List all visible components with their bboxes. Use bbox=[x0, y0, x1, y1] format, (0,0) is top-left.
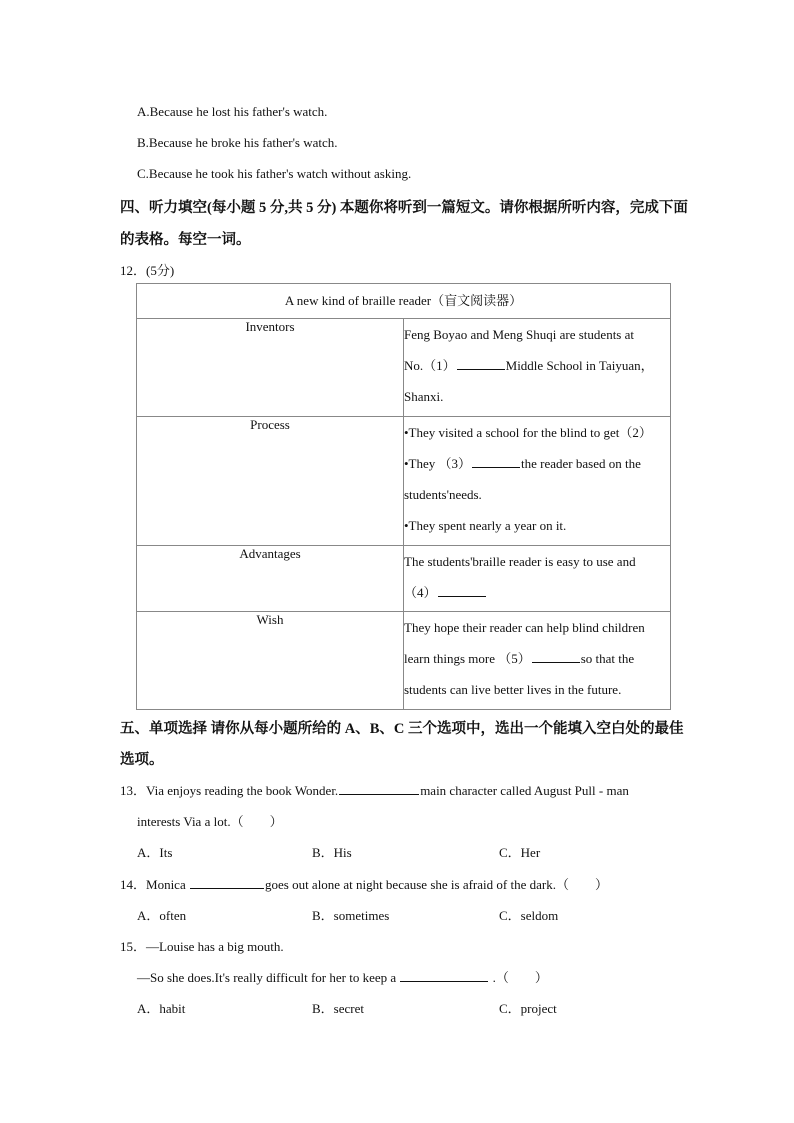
q14-option-c[interactable]: C．seldom bbox=[499, 908, 559, 923]
section5-heading-line1: 五、单项选择 请你从每小题所给的 A、B、C 三个选项中，选出一个能填入空白处的最佳 bbox=[120, 721, 684, 737]
q14-option-a[interactable]: A．often bbox=[137, 908, 187, 923]
q11-option-a: A.Because he lost his father's watch. bbox=[137, 104, 328, 119]
advantages-line2 bbox=[404, 577, 670, 608]
table-row bbox=[137, 612, 671, 710]
q13-line1 bbox=[120, 780, 629, 799]
inventors-line2 bbox=[404, 350, 670, 381]
q13-number: 13． bbox=[120, 783, 147, 798]
wish-blank-number: learn things more （5） bbox=[404, 651, 531, 666]
process-line2-rest: the reader based on the bbox=[521, 456, 641, 471]
blank-1[interactable] bbox=[457, 357, 505, 370]
braille-reader-table bbox=[136, 283, 671, 710]
row-label-wish: Wish bbox=[137, 612, 404, 710]
wish-line3: students can live better lives in the future. bbox=[404, 682, 622, 697]
q13-text-a: Via enjoys reading the book Wonder. bbox=[146, 783, 339, 798]
q15-blank[interactable] bbox=[400, 969, 488, 982]
inventors-line3: Shanxi. bbox=[404, 389, 444, 404]
row-label-process: Process bbox=[137, 417, 404, 546]
table-caption: A new kind of braille reader（盲文阅读器） bbox=[137, 284, 671, 319]
q15-option-b[interactable]: B．secret bbox=[312, 1001, 364, 1016]
table-caption-row bbox=[137, 284, 671, 319]
blank-4[interactable] bbox=[438, 584, 486, 597]
table-row bbox=[137, 546, 671, 612]
q14-text-b: goes out alone at night because she is afraid of the dark.（ ） bbox=[264, 877, 608, 892]
row-label-advantages: Advantages bbox=[137, 546, 404, 612]
wish-line2 bbox=[404, 643, 670, 674]
q13-text-b: main character called August Pull - man bbox=[420, 783, 629, 798]
process-line1 bbox=[404, 417, 670, 448]
q14-text-a: Monica bbox=[146, 877, 186, 892]
row-label-inventors: Inventors bbox=[137, 319, 404, 417]
row-content-process bbox=[404, 417, 671, 546]
q15-number: 15． bbox=[120, 939, 147, 954]
process-line1-text: •They visited a school for the blind to get（2） bbox=[404, 425, 652, 440]
q12-number: 12．(5分) bbox=[120, 263, 175, 278]
q13-option-c[interactable]: C．Her bbox=[499, 845, 541, 860]
q11-option-b: B.Because he broke his father's watch. bbox=[137, 135, 338, 150]
q14-line1 bbox=[120, 874, 608, 893]
q14-number: 14． bbox=[120, 877, 147, 892]
table-row bbox=[137, 417, 671, 546]
row-content-advantages bbox=[404, 546, 671, 612]
advantages-line1: The students'braille reader is easy to use and bbox=[404, 554, 636, 569]
advantages-blank-number: （4） bbox=[404, 585, 437, 600]
q13-option-b[interactable]: B．His bbox=[312, 845, 352, 860]
q13-option-a[interactable]: A．Its bbox=[137, 845, 173, 860]
blank-5[interactable] bbox=[532, 650, 580, 663]
q15-text-b: .（ ） bbox=[492, 970, 548, 985]
q15-option-c[interactable]: C．project bbox=[499, 1001, 557, 1016]
row-content-wish bbox=[404, 612, 671, 710]
process-line2 bbox=[404, 448, 670, 479]
section5-heading-line2: 选项。 bbox=[120, 752, 164, 768]
q14-blank[interactable] bbox=[190, 876, 264, 889]
q15-line1 bbox=[120, 936, 284, 955]
process-line4: •They spent nearly a year on it. bbox=[404, 518, 567, 533]
q15-option-a[interactable]: A．habit bbox=[137, 1001, 186, 1016]
wish-line2-rest: so that the bbox=[580, 651, 635, 666]
q13-blank[interactable] bbox=[339, 782, 419, 795]
wish-line1: They hope their reader can help blind children bbox=[404, 620, 645, 635]
q15-line2 bbox=[137, 967, 548, 986]
inventors-line2-rest: Middle School in Taiyuan， bbox=[505, 358, 654, 373]
q13-line2: interests Via a lot.（ ） bbox=[137, 814, 283, 829]
q15-text-1: —Louise has a big mouth. bbox=[146, 939, 284, 954]
row-content-inventors bbox=[404, 319, 671, 417]
table-row bbox=[137, 319, 671, 417]
blank-3[interactable] bbox=[472, 455, 520, 468]
inventors-line1: Feng Boyao and Meng Shuqi are students at bbox=[404, 327, 634, 342]
q15-text-a: —So she does.It's really difficult for her to keep a bbox=[137, 970, 397, 985]
process-blank-number: •They （3） bbox=[404, 456, 472, 471]
q14-option-b[interactable]: B．sometimes bbox=[312, 908, 390, 923]
inventors-blank-number: No.（1） bbox=[404, 358, 456, 373]
section4-heading-line1: 四、听力填空(每小题 5 分,共 5 分) 本题你将听到一篇短文。请你根据所听内容，完成下面 bbox=[120, 200, 688, 216]
process-line3: students'needs. bbox=[404, 487, 482, 502]
section4-heading-line2: 的表格。每空一词。 bbox=[120, 232, 251, 248]
q11-option-c: C.Because he took his father's watch without asking. bbox=[137, 166, 412, 181]
